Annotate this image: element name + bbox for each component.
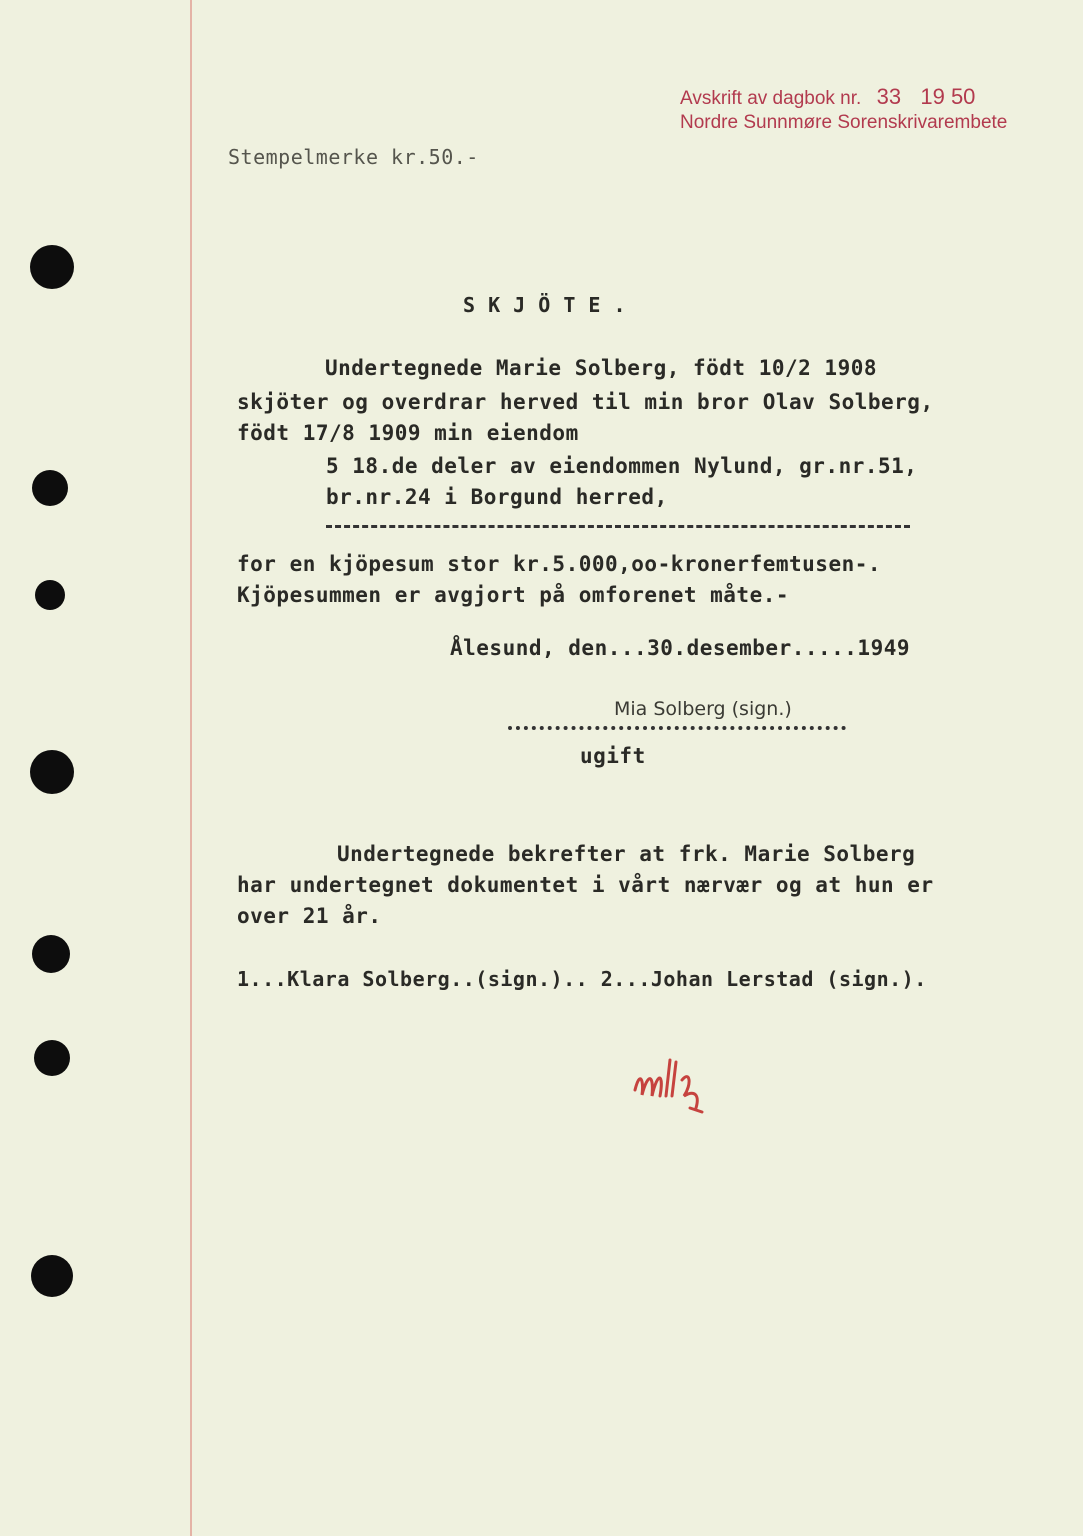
margin-line xyxy=(190,0,192,1536)
punch-hole xyxy=(32,470,68,506)
punch-hole xyxy=(35,580,65,610)
witness-paragraph-line: Undertegnede bekrefter at frk. Marie Solberg xyxy=(337,842,916,866)
witness-paragraph-line: over 21 år. xyxy=(237,904,382,928)
paragraph2-line: Kjöpesummen er avgjort på omforenet måte.- xyxy=(237,583,790,607)
paragraph2-line: for en kjöpesum stor kr.5.000,oo-kronerfemtusen-. xyxy=(237,552,882,576)
date-line: Ålesund, den...30.desember.....1949 xyxy=(450,636,911,660)
separator-line xyxy=(326,525,910,528)
red-initials-mark xyxy=(630,1050,770,1120)
punch-hole xyxy=(30,750,74,794)
paragraph1-line: födt 17/8 1909 min eiendom xyxy=(237,421,579,445)
punch-hole xyxy=(30,245,74,289)
stamp-line-2: Nordre Sunnmøre Sorenskrivarembete xyxy=(680,112,1008,133)
signature-dotted-line xyxy=(508,726,846,730)
marital-status: ugift xyxy=(580,744,646,768)
paragraph1-line: Undertegnede Marie Solberg, födt 10/2 1908 xyxy=(325,356,878,380)
witness-signatures: 1...Klara Solberg..(sign.).. 2...Johan Lerstad (sign.). xyxy=(237,967,927,991)
witness-paragraph-line: har undertegnet dokumentet i vårt nærvær og at hun er xyxy=(237,873,934,897)
stamp-duty: Stempelmerke kr.50.- xyxy=(228,145,479,169)
punch-hole xyxy=(34,1040,70,1076)
paragraph1-line: 5 18.de deler av eiendommen Nylund, gr.nr.51, xyxy=(326,454,918,478)
paragraph1-line: skjöter og overdrar herved til min bror Olav Solberg, xyxy=(237,390,934,414)
punch-hole xyxy=(32,935,70,973)
stamp-line-1: Avskrift av dagbok nr. 33 19 50 xyxy=(680,84,976,109)
paragraph1-line: br.nr.24 i Borgund herred, xyxy=(326,485,668,509)
punch-hole xyxy=(31,1255,73,1297)
document-title: S K J Ö T E . xyxy=(463,293,627,317)
signature-text: Mia Solberg (sign.) xyxy=(614,698,792,720)
